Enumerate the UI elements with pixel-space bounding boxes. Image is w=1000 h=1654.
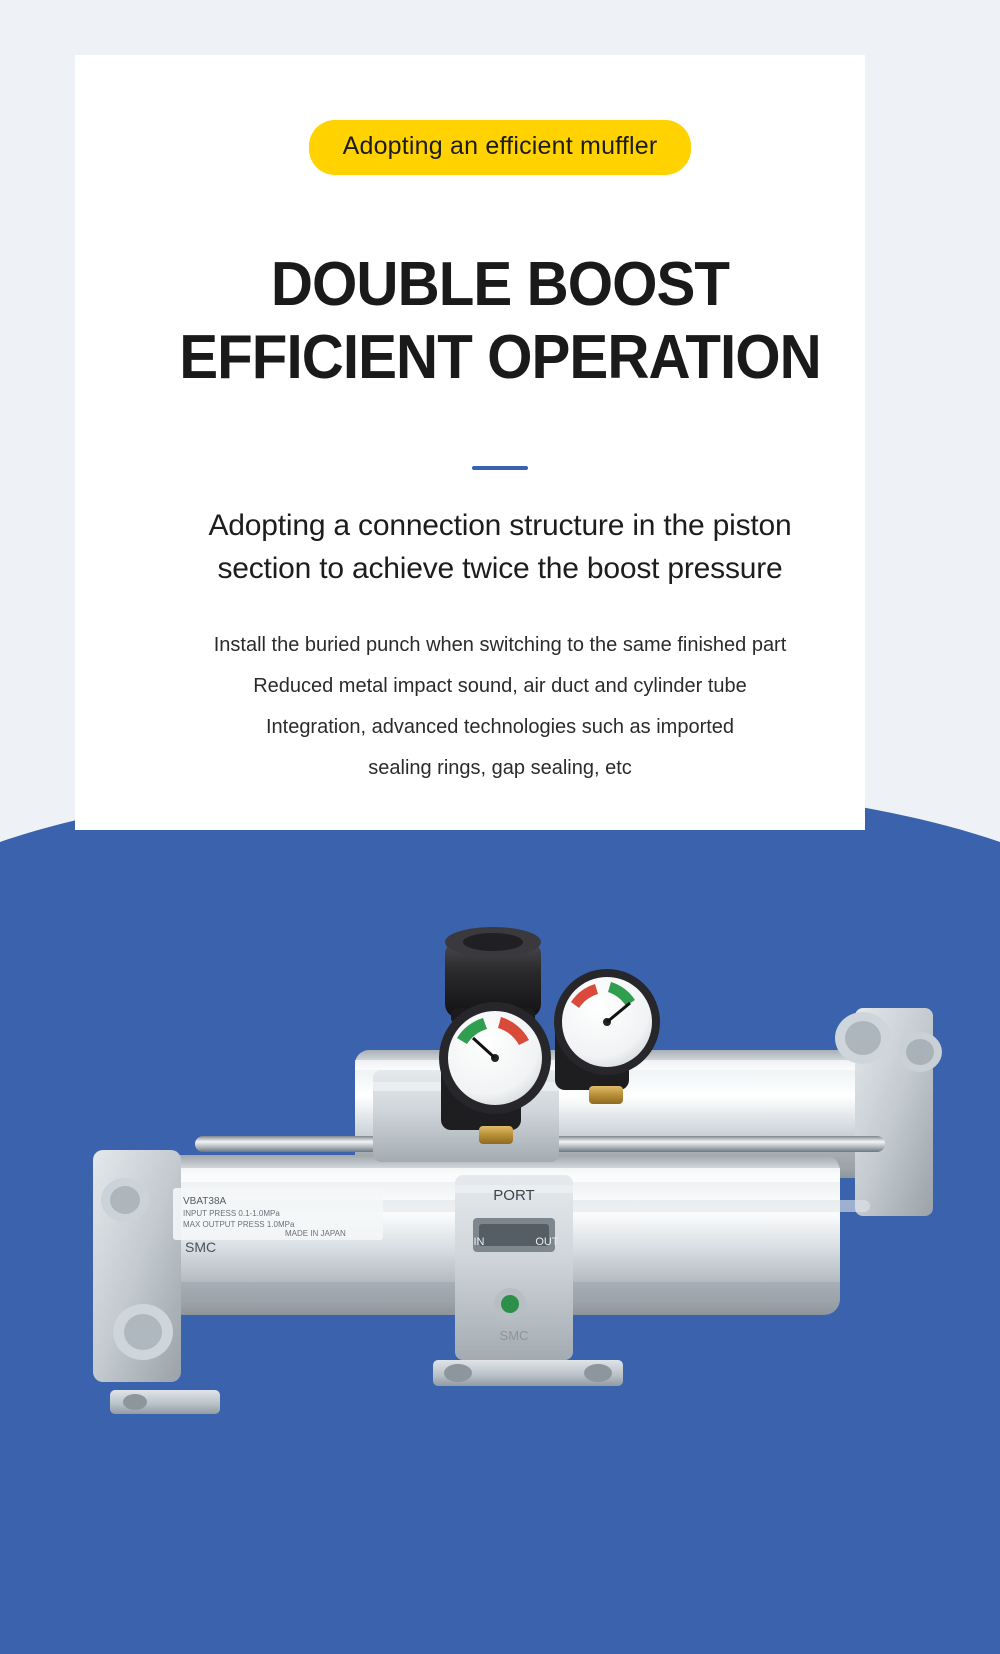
pill-badge-container — [0, 120, 1000, 175]
body-copy — [0, 625, 1000, 789]
port-label: PORT — [493, 1187, 535, 1204]
headline-badge: Adopting an efficient muffler — [309, 120, 692, 175]
svg-text:SMC: SMC — [499, 1328, 529, 1343]
subtitle-line-2: section to achieve twice the boost pressure — [217, 551, 783, 585]
port-block — [455, 1175, 573, 1360]
subtitle-line-1: Adopting a connection structure in the piston — [208, 509, 792, 542]
accent-divider — [472, 466, 528, 470]
svg-text:MAX OUTPUT PRESS 1.0MPa: MAX OUTPUT PRESS 1.0MPa — [183, 1220, 295, 1229]
svg-text:INPUT PRESS 0.1-1.0MPa: INPUT PRESS 0.1-1.0MPa — [183, 1209, 280, 1218]
svg-text:IN: IN — [473, 1236, 485, 1248]
product-illustration — [55, 900, 955, 1540]
subtitle — [0, 505, 1000, 590]
headline-line-2: EFFICIENT OPERATION — [179, 323, 821, 393]
bolt-right — [835, 1012, 891, 1064]
mounting-foot-center — [433, 1360, 623, 1386]
product-image — [55, 900, 955, 1540]
svg-text:MADE IN JAPAN: MADE IN JAPAN — [285, 1229, 346, 1238]
body-line-4: sealing rings, gap sealing, etc — [368, 757, 632, 779]
svg-text:OUT: OUT — [535, 1236, 559, 1248]
body-line-1: Install the buried punch when switching to the same finished part — [213, 634, 787, 656]
body-line-2: Reduced metal impact sound, air duct and cylinder tube — [253, 675, 747, 697]
headline-line-1: DOUBLE BOOST — [270, 250, 730, 319]
mounting-foot-left — [110, 1390, 220, 1414]
body-line-3: Integration, advanced technologies such as imported — [265, 716, 735, 738]
divider-container — [0, 466, 1000, 470]
front-end-plate — [93, 1150, 181, 1382]
svg-text:SMC: SMC — [185, 1239, 217, 1255]
page-title — [30, 248, 970, 394]
svg-text:VBAT38A: VBAT38A — [183, 1196, 227, 1207]
